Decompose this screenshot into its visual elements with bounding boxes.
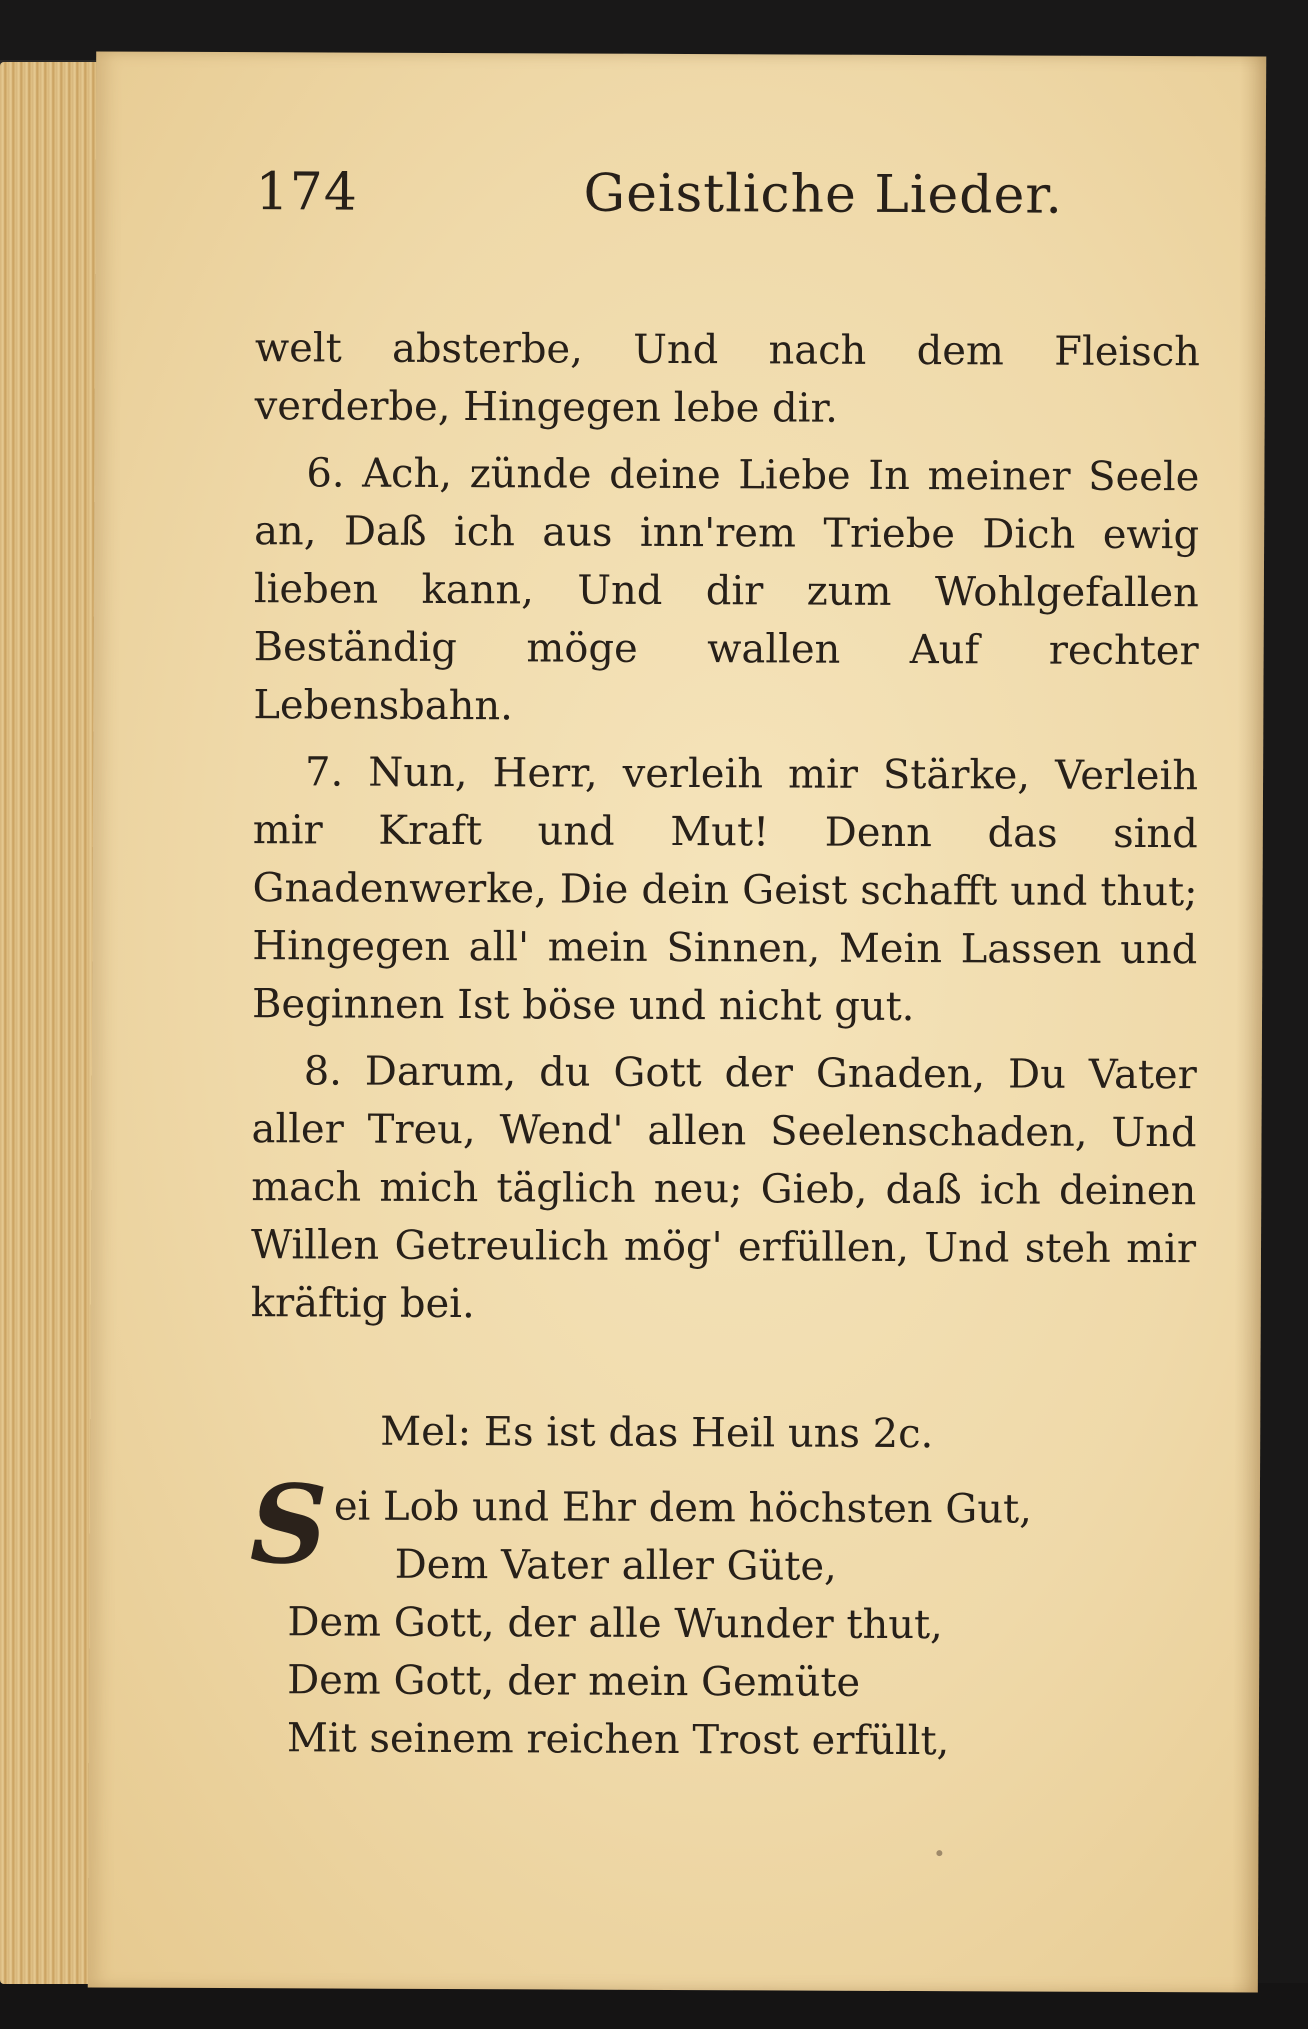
- hymn-line-4: Dem Gott, der mein Gemüte: [287, 1657, 861, 1706]
- verse-continuation: welt absterbe, Und nach dem Fleisch verderbe, Hingegen lebe dir.: [254, 325, 1201, 432]
- melody-indication: Mel: Es ist das Heil uns 2c.: [380, 1408, 934, 1458]
- book-page: [88, 51, 1266, 1992]
- hymn-line-1-text: ei Lob und Ehr dem höchsten Gut,: [333, 1483, 1032, 1533]
- paper-speck: [936, 1850, 942, 1856]
- verse-6: 6. Ach, zünde deine Liebe In meiner Seele an, Daß ich aus inn'rem Triebe Dich ewig lieben kann, Und dir zum Wohlgefallen Beständig möge wallen Auf rechter Lebensbahn.: [253, 450, 1200, 730]
- drop-cap-initial: S: [249, 1462, 329, 1589]
- hymn-verses: [251, 319, 1200, 1345]
- verse-8: 8. Darum, du Gott der Gnaden, Du Vater aller Treu, Wend' allen Seelenschaden, Und mach mich täglich neu; Gieb, daß ich deinen Willen Getreulich mög' erfüllen, Und steh mir kräftig bei.: [250, 1048, 1197, 1328]
- page-number: 174: [255, 162, 359, 223]
- running-title: Geistliche Lieder.: [583, 163, 1064, 226]
- verse-7: 7. Nun, Herr, verleih mir Stärke, Verleih mir Kraft und Mut! Denn das sind Gnadenwerke, Die dein Geist schafft und thut; Hingegen all' mein Sinnen, Mein Lassen und Beginnen Ist böse und nicht gut.: [251, 749, 1199, 1031]
- page-header: [255, 162, 1200, 256]
- hymn-line-5: Mit seinem reichen Trost erfüllt,: [286, 1715, 950, 1765]
- hymn-line-3: Dem Gott, der alle Wunder thut,: [287, 1599, 943, 1649]
- new-hymn: [249, 1462, 1195, 1771]
- hymn-line-2: Dem Vater aller Güte,: [394, 1541, 837, 1590]
